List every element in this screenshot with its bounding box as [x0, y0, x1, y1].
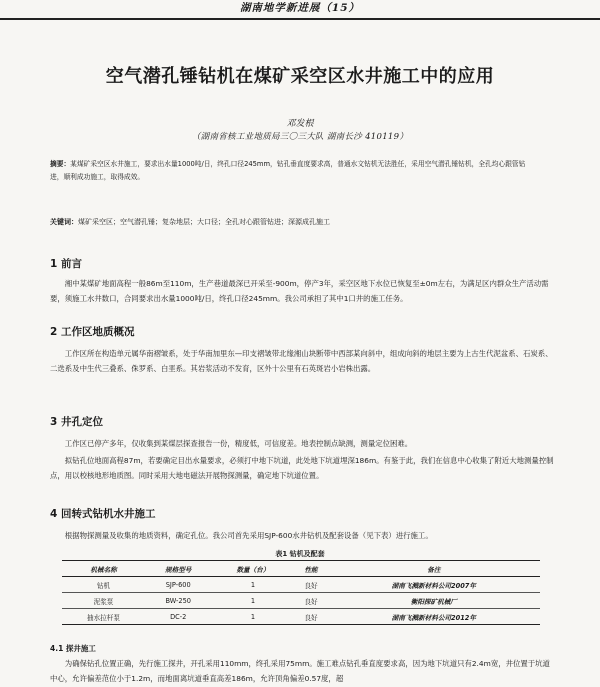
table-row [62, 577, 540, 593]
table-cell: 泥浆泵 [93, 597, 114, 606]
section-3-heading: 3 井孔定位 [50, 416, 103, 428]
table-cell: 1 [250, 580, 256, 589]
table-cell: 湖南飞溅新材料公司2007年 [391, 581, 476, 590]
table-header-cell: 性能 [304, 565, 318, 574]
table-cell: 抽水拉杆泵 [87, 613, 120, 622]
table-cell: 钻机 [96, 581, 111, 590]
table-cell: 1 [250, 612, 256, 621]
table-header-row [62, 561, 540, 577]
subsection-4-1-body: 为确保钻孔位置正确，先行施工探井，开孔采用110mm，终孔采用75mm。施工难点钻孔垂直度要求高，因为地下坑道只有2.4m宽，井位置于坑道中心，允许偏差范位小于1.2m，而地面离坑道垂直高差186m，允许顶角偏差0.57度，超 [50, 659, 550, 683]
running-header: 湖南地学新进展（15） [0, 0, 600, 20]
section-4-heading: 4 回转式钻机水井施工 [50, 508, 156, 520]
section-1-heading: 1 前言 [50, 258, 82, 270]
table-cell: 湖南飞溅新材料公司2012年 [391, 613, 476, 622]
section-2-body: 工作区所在构造单元属华南褶皱系，处于华南加里东—印支褶皱带北缘湘山块断带中西部某向斜中，组成向斜的地层主要为上古生代泥盆系、石炭系、二迭系及中生代三叠系、侏罗系、白垩系。其岩浆活动不发育，区外十公里有石英斑岩小岩株出露。 [50, 349, 553, 373]
table-cell: 良好 [304, 613, 318, 622]
abstract-label: 摘要： [50, 160, 71, 168]
keywords [50, 216, 555, 228]
article-title: 空气潜孔锤钻机在煤矿采空区水井施工中的应用 [105, 66, 495, 87]
table-cell: DC-2 [170, 612, 187, 621]
section-2-heading: 2 工作区地质概况 [50, 326, 135, 338]
table-caption: 表1 钻机及配套 [275, 550, 325, 558]
table-cell: 衡阳探矿机械厂 [410, 597, 457, 606]
abstract-text: 某煤矿采空区水井施工，要求出水量1000吨/日，终孔口径245mm，钻孔垂直度要求高，普通水文钻机无法胜任，采用空气潜孔锤钻机，全孔均心跟管钻进，顺利成功施工，取得成效。 [50, 160, 526, 181]
subsection-4-1-heading: 4.1 探井施工 [50, 644, 96, 653]
table-cell: 1 [250, 596, 256, 605]
table-header-cell: 规格型号 [165, 565, 192, 574]
section-4-body: 根据物探测量及收集的地质资料，确定孔位。我公司首先采用SJP-600水井钻机及配套设备（见下表）进行施工。 [64, 531, 433, 540]
section-1-body: 湘中某煤矿地面高程一般86m至110m，生产巷道最深已开采至-900m，停产3年，采空区地下水位已恢复至±0m左右，为满足区内群众生产活动需要，须施工水井数口，合同要求出水量1000吨/日，终孔口径245mm。我公司承担了其中1口井的施工任务。 [50, 279, 549, 303]
table-header-cell: 数量（台） [236, 565, 270, 574]
keywords-label: 关键词： [50, 218, 78, 226]
section-3-body-2: 拟钻孔位地面高程87m，若要确定目出水量要求，必须打中地下坑道，此处地下坑道埋深186m。有鉴于此，我们在信息中心收集了附近大地测量控制点，用以校核地形地质图。同时采用大地电磁法开展物探测量，确定地下坑道位置。 [50, 456, 554, 480]
table-header-cell: 备注 [427, 565, 441, 574]
table-row [62, 609, 540, 625]
table-cell: BW-250 [165, 596, 191, 605]
table-cell: SJP-600 [165, 580, 191, 589]
section-3-body-1: 工作区已停产多年，仅收集到某煤层探查报告一份，精度低，可信度差。地表控制点缺测，测量定位困难。 [64, 439, 413, 448]
table-cell: 良好 [304, 597, 318, 606]
article-author: 邓发根 [286, 119, 314, 129]
table-cell: 良好 [304, 581, 318, 590]
equipment-table [62, 560, 540, 625]
keywords-text: 煤矿采空区；空气潜孔锤；复杂地层；大口径；全孔对心跟管钻进；深源成孔施工 [78, 218, 330, 226]
table-row [62, 593, 540, 609]
article-affiliation: （湖南省核工业地质局三〇三大队 湖南长沙 410119） [191, 132, 409, 142]
table-header-cell: 机械名称 [90, 565, 117, 574]
abstract [50, 158, 535, 184]
